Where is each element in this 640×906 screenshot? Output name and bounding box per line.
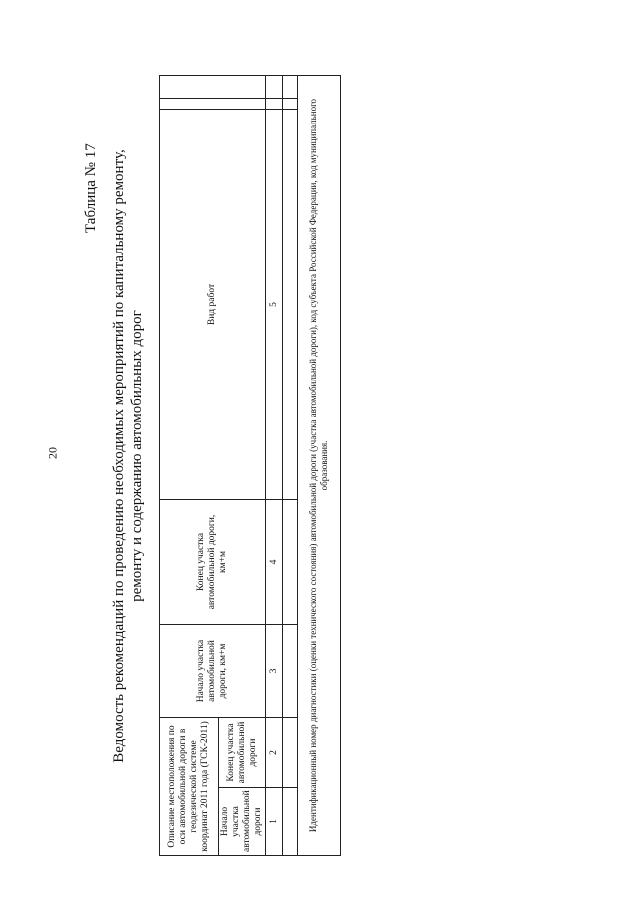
empty-cell (283, 500, 298, 625)
document-title (110, 106, 146, 806)
column-number-1: 1 (266, 788, 283, 856)
header-extra-narrow (160, 99, 266, 110)
table-footnote: Идентификационный номер диагностики (оценки технического состояния) автомобильной дороги (участка автомобильной дороги), код субъекта Российской Федерации, код муниципального образования. (298, 76, 341, 856)
title-line-2: ремонту и содержанию автомобильных дорог (129, 310, 145, 602)
empty-cell (283, 99, 298, 110)
subheader-section-start: Начало участка автомобильной дороги (219, 788, 266, 856)
column-number-5: 5 (266, 110, 283, 500)
recommendations-table-wrapper (159, 76, 329, 856)
column-number-3: 3 (266, 625, 283, 718)
column-number-2: 2 (266, 718, 283, 788)
header-end-km: Конец участка автомобильной дороги, км+м (160, 500, 266, 625)
column-number-4: 4 (266, 500, 283, 625)
header-start-km: Начало участка автомобильной дороги, км+м (160, 625, 266, 718)
header-location-description: Описание местоположения по оси автомобильной дороги в геодезической системе координат 2011 года (ГСК-2011) (160, 718, 219, 856)
empty-cell (283, 110, 298, 500)
subheader-section-end: Конец участка автомобильной дороги (219, 718, 266, 788)
empty-cell (283, 718, 298, 788)
empty-cell (283, 788, 298, 856)
column-number-7 (266, 76, 283, 99)
title-line-1: Ведомость рекомендаций по проведению необходимых мероприятий по капитальному ремонту, (111, 149, 127, 763)
empty-cell (283, 76, 298, 99)
header-extra-wide (160, 76, 266, 99)
table-label: Таблица № 17 (83, 143, 99, 233)
page-number: 20 (45, 447, 60, 459)
header-work-type: Вид работ (160, 110, 266, 500)
empty-cell (283, 625, 298, 718)
column-number-6 (266, 99, 283, 110)
recommendations-table (159, 75, 341, 856)
